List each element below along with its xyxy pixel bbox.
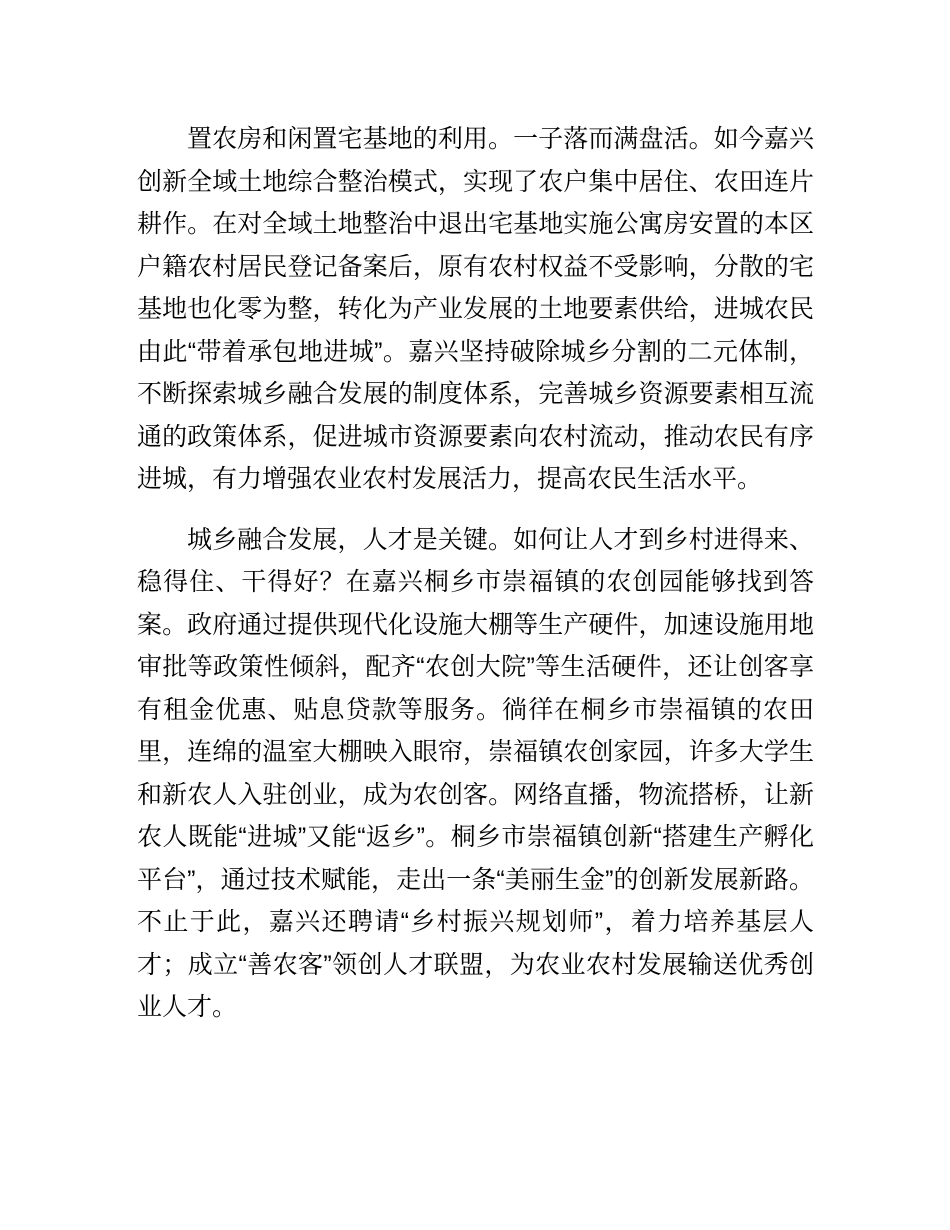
document-body <box>137 118 814 1029</box>
paragraph-land-consolidation: 置农房和闲置宅基地的利用。一子落而满盘活。如今嘉兴创新全域土地综合整治模式，实现了农户集中居住、农田连片耕作。在对全域土地整治中退出宅基地实施公寓房安置的本区户籍农村居民登记备案后，原有农村权益不受影响，分散的宅基地也化零为整，转化为产业发展的土地要素供给，进城农民由此“带着承包地进城”。嘉兴坚持破除城乡分割的二元体制，不断探索城乡融合发展的制度体系，完善城乡资源要素相互流通的政策体系，促进城市资源要素向农村流动，推动农民有序进城，有力增强农业农村发展活力，提高农民生活水平。 <box>137 125 814 493</box>
paragraph-talent-development: 城乡融合发展，人才是关键。如何让人才到乡村进得来、稳得住、干得好？在嘉兴桐乡市崇福镇的农创园能够找到答案。政府通过提供现代化设施大棚等生产硬件，加速设施用地审批等政策性倾斜，配齐“农创大院”等生活硬件，还让创客享有租金优惠、贴息贷款等服务。徜徉在桐乡市崇福镇的农田里，连绵的温室大棚映入眼帘，崇福镇农创家园，许多大学生和新农人入驻创业，成为农创客。网络直播，物流搭桥，让新农人既能“进城”又能“返乡”。桐乡市崇福镇创新“搭建生产孵化平台”，通过技术赋能，走出一条“美丽生金”的创新发展新路。不止于此，嘉兴还聘请“乡村振兴规划师”，着力培养基层人才；成立“善农客”领创人才联盟，为农业农村发展输送优秀创业人才。 <box>137 525 814 1021</box>
